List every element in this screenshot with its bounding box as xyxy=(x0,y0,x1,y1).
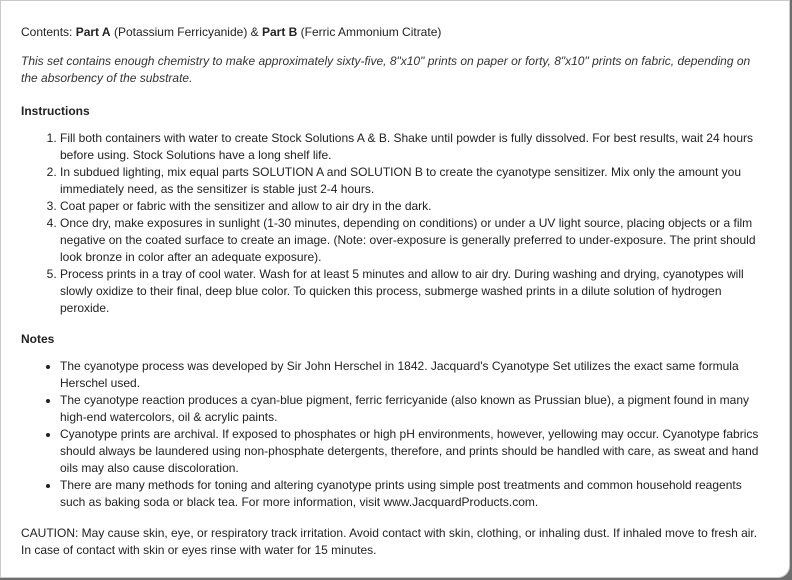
instructions-heading: Instructions xyxy=(21,104,90,118)
instruction-step: 4. Once dry, make exposures in sunlight (1-30 minutes, depending on conditions) or under a UV light source, placing objects or a film negative on the coated surface to create an image. (Note: over-exposure is generally preferred to under-exposure. The print should look bronze in color after an adequate exposure). xyxy=(60,215,769,266)
contents-line xyxy=(21,24,769,41)
instruction-step: 5. Process prints in a tray of cool water. Wash for at least 5 minutes and allow to air dry. During washing and drying, cyanotypes will slowly oxidize to their final, deep blue color. To quicken this process, submerge washed prints in a dilute solution of hydrogen peroxide. xyxy=(60,266,769,317)
instruction-step: 3. Coat paper or fabric with the sensitizer and allow to air dry in the dark. xyxy=(60,198,769,215)
part-a-label: Part A xyxy=(75,25,111,39)
notes-list xyxy=(21,358,769,511)
caution-text: CAUTION: May cause skin, eye, or respiratory track irritation. Avoid contact with skin, clothing, or inhaling dust. If inhaled move to fresh air. In case of contact with skin or eyes rinse with water for 15 minutes. xyxy=(21,526,758,557)
contents-prefix: Contents: xyxy=(21,25,76,39)
notes-heading: Notes xyxy=(21,332,55,346)
note-item: • The cyanotype process was developed by Sir John Herschel in 1842. Jacquard's Cyanotype Set utilizes the exact same formula Herschel used. xyxy=(60,358,769,392)
note-item: • Cyanotype prints are archival. If exposed to phosphates or high pH environments, however, yellowing may occur. Cyanotype fabrics should always be laundered using non-phosphate detergents, therefore, and prints should be handled with care, as sweat and hand oils may also cause discoloration. xyxy=(60,426,769,477)
note-item: • The cyanotype reaction produces a cyan-blue pigment, ferric ferricyanide (also known as Prussian blue), a pigment found in many high-end watercolors, oil & acrylic paints. xyxy=(60,392,769,426)
instruction-step: 2. In subdued lighting, mix equal parts SOLUTION A and SOLUTION B to create the cyanotype sensitizer. Mix only the amount you immediately need, as the sensitizer is stable just 2-4 hours. xyxy=(60,164,769,198)
part-b-desc: (Ferric Ammonium Citrate) xyxy=(297,25,442,39)
part-a-desc: (Potassium Ferricyanide) & xyxy=(110,25,262,39)
part-b-label: Part B xyxy=(262,25,298,39)
note-item: • There are many methods for toning and altering cyanotype prints using simple post treatments and common household reagents such as baking soda or black tea. For more information, visit www.JacquardProducts.com. xyxy=(60,477,769,511)
set-description: This set contains enough chemistry to make approximately sixty-five, 8"x10" prints on paper or forty, 8"x10" prints on fabric, depending on the absorbency of the substrate. xyxy=(21,54,751,85)
instructions-list xyxy=(21,130,769,317)
instruction-step: 1. Fill both containers with water to create Stock Solutions A & B. Shake until powder is fully dissolved. For best results, wait 24 hours before using. Stock Solutions have a long shelf life. xyxy=(60,130,769,164)
